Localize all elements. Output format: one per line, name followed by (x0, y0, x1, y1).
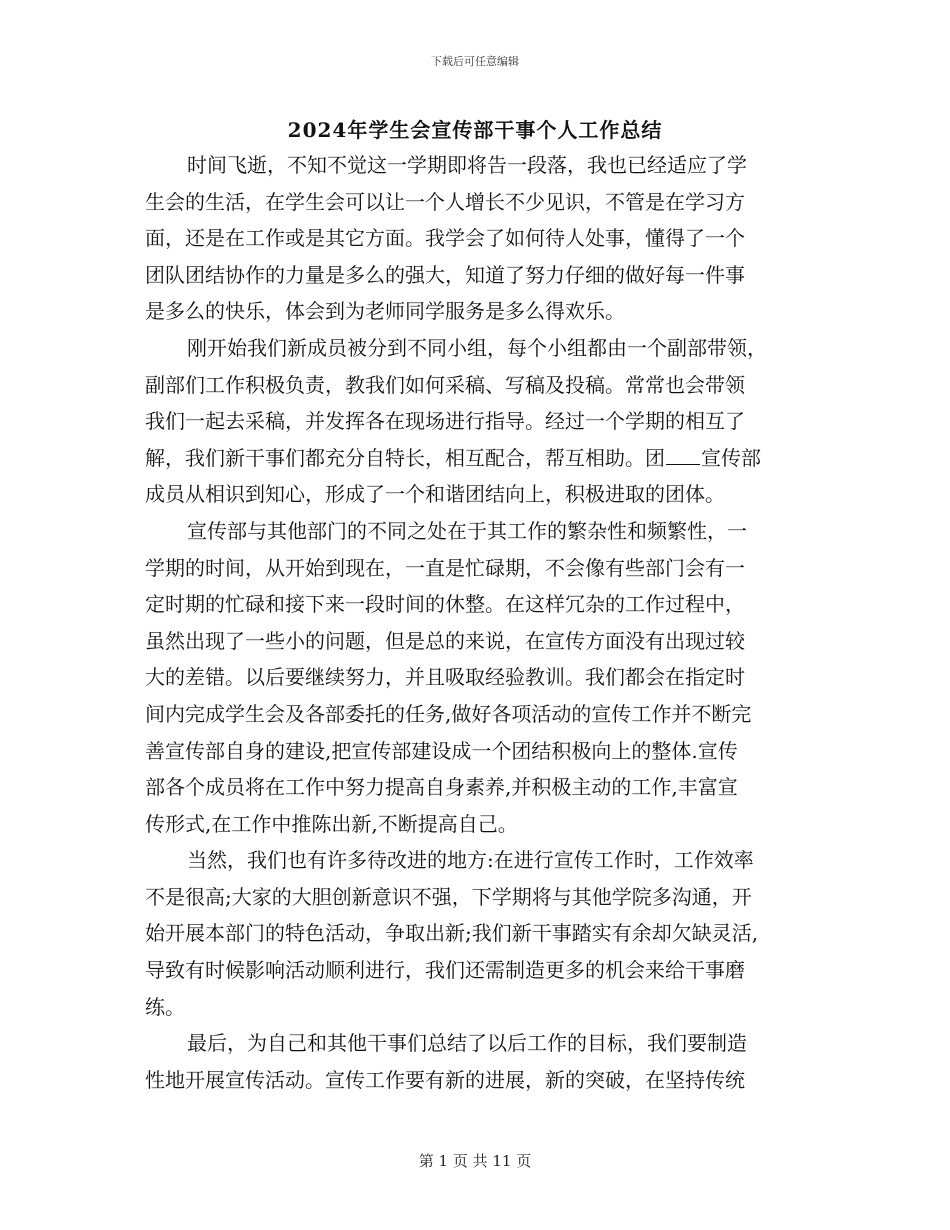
text-line: 学期的时间，从开始到现在，一直是忙碌期，不会像有些部门会有一 (145, 555, 745, 580)
text-line: 传形式,在工作中推陈出新,不断提高自己。 (145, 811, 518, 836)
text-line: 生会的生活，在学生会可以让一个人增长不少见识，不管是在学习方 (145, 189, 745, 214)
text-line-segment: 宣传部 (701, 445, 761, 470)
text-line: 宣传部与其他部门的不同之处在于其工作的繁杂性和频繁性，一 (187, 518, 747, 543)
text-line: 团队团结协作的力量是多么的强大，知道了努力仔细的做好每一件事 (145, 262, 745, 287)
text-line: 间内完成学生会及各部委托的任务,做好各项活动的宣传工作并不断完 (145, 701, 752, 726)
text-line: 我们一起去采稿，并发挥各在现场进行指导。经过一个学期的相互了 (145, 409, 745, 434)
text-line-segment: 解，我们新干事们都充分自特长，相互配合，帮互相助。团 (145, 445, 665, 470)
text-line: 副部们工作积极负责，教我们如何采稿、写稿及投稿。常常也会带领 (145, 372, 745, 397)
text-line: 刚开始我们新成员被分到不同小组，每个小组都由一个副部带领， (187, 335, 767, 360)
text-line (145, 440, 815, 477)
text-line: 成员从相识到知心，形成了一个和谐团结向上，积极进取的团体。 (145, 482, 725, 507)
document-body (145, 147, 815, 1098)
text-line: 虽然出现了一些小的问题，但是总的来说，在宣传方面没有出现过较 (145, 628, 745, 653)
page-number: 第 1 页 共 11 页 (418, 1152, 532, 1170)
text-line: 不是很高;大家的大胆创新意识不强，下学期将与其他学院多沟通，开 (145, 884, 752, 909)
document-title: 2024年学生会宣传部干事个人工作总结 (287, 118, 663, 142)
text-line: 时间飞逝，不知不觉这一学期即将告一段落，我也已经适应了学 (187, 153, 747, 177)
text-line: 是多么的快乐，体会到为老师同学服务是多么得欢乐。 (145, 299, 625, 324)
text-line: 定时期的忙碌和接下来一段时间的休整。在这样冗杂的工作过程中， (145, 592, 745, 617)
text-line: 始开展本部门的特色活动，争取出新;我们新干事踏实有余却欠缺灵活, (145, 921, 759, 946)
text-line: 部各个成员将在工作中努力提高自身素养,并积极主动的工作,丰富宣 (145, 775, 738, 800)
text-line: 面，还是在工作或是其它方面。我学会了如何待人处事，懂得了一个 (145, 226, 745, 251)
download-note: 下载后可任意编辑 (431, 55, 519, 68)
text-line: 导致有时候影响活动顺利进行，我们还需制造更多的机会来给干事磨 (145, 958, 745, 983)
text-line: 练。 (145, 994, 185, 1019)
text-line: 最后，为自己和其他干事们总结了以后工作的目标，我们要制造 (187, 1031, 747, 1056)
fill-in-blank (666, 446, 700, 465)
text-line: 善宣传部自身的建设,把宣传部建设成一个团结积极向上的整体.宣传 (145, 738, 738, 763)
text-line: 大的差错。以后要继续努力，并且吸取经验教训。我们都会在指定时 (145, 665, 745, 690)
text-line: 性地开展宣传活动。宣传工作要有新的进展，新的突破，在坚持传统 (145, 1067, 745, 1092)
text-line: 当然，我们也有许多待改进的地方:在进行宣传工作时，工作效率 (187, 848, 754, 873)
